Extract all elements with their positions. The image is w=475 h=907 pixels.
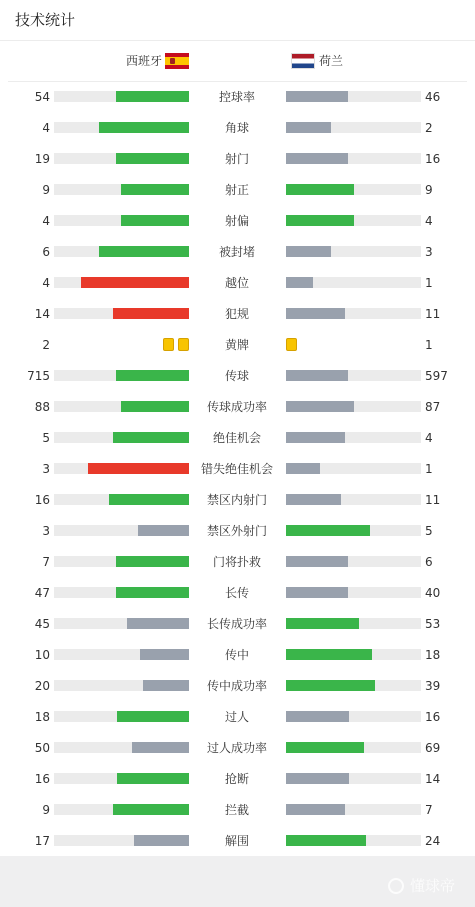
left-bar-track <box>54 215 189 226</box>
stat-left-value: 18 <box>34 710 50 724</box>
stat-row <box>0 485 475 516</box>
stat-label: 错失绝佳机会 <box>200 462 273 476</box>
stat-right-value: 69 <box>425 741 441 755</box>
yellow-card-icon <box>178 338 189 351</box>
stat-left-value: 4 <box>42 121 50 135</box>
left-bar-fill <box>109 494 189 505</box>
right-bar-track <box>286 463 421 474</box>
stat-label: 门将扑救 <box>212 555 261 569</box>
stat-left-value: 14 <box>34 307 50 321</box>
left-bar-track <box>54 649 189 660</box>
right-bar-fill <box>286 742 364 753</box>
yellow-card-icon <box>286 338 297 351</box>
left-bar-track <box>54 618 189 629</box>
left-bar-track <box>54 246 189 257</box>
stat-right-value: 11 <box>425 307 441 321</box>
left-bar-track <box>54 773 189 784</box>
right-bar-track <box>286 153 421 164</box>
stat-left-value: 2 <box>42 338 50 352</box>
stat-row <box>0 454 475 485</box>
stat-right-value: 16 <box>425 710 441 724</box>
left-bar-fill <box>99 122 189 133</box>
stat-right-value: 16 <box>425 152 441 166</box>
stat-left-value: 20 <box>34 679 50 693</box>
right-bar-track <box>286 680 421 691</box>
stat-label: 绝佳机会 <box>212 431 261 445</box>
stat-row <box>0 702 475 733</box>
right-bar-fill <box>286 153 348 164</box>
left-bar-fill <box>116 91 189 102</box>
left-bar-fill <box>143 680 189 691</box>
stat-row <box>0 237 475 268</box>
left-bar-fill <box>88 463 189 474</box>
left-bar-track <box>54 711 189 722</box>
right-bar-track <box>286 122 421 133</box>
stat-row <box>0 578 475 609</box>
right-bar-fill <box>286 680 375 691</box>
stat-right-value: 14 <box>425 772 441 786</box>
stat-right-value: 1 <box>425 338 433 352</box>
left-bar-track <box>54 122 189 133</box>
watermark-text: 懂球帝 <box>410 877 456 895</box>
stat-right-value: 40 <box>425 586 441 600</box>
stat-row <box>0 733 475 764</box>
right-bar-fill <box>286 246 331 257</box>
right-bar-fill <box>286 649 372 660</box>
stat-left-value: 5 <box>42 431 50 445</box>
right-bar-track <box>286 618 421 629</box>
stat-right-value: 4 <box>425 431 433 445</box>
left-bar-fill <box>132 742 189 753</box>
stat-row <box>0 640 475 671</box>
right-bar-track <box>286 91 421 102</box>
left-bar-fill <box>116 370 189 381</box>
stat-label: 禁区外射门 <box>206 524 267 538</box>
stat-label: 角球 <box>224 121 249 135</box>
stat-label: 被封堵 <box>218 245 255 259</box>
right-bar-fill <box>286 773 349 784</box>
page-title: 技术统计 <box>15 11 76 29</box>
yellow-card-icon <box>163 338 174 351</box>
stat-label: 拦截 <box>224 803 249 817</box>
right-bar-fill <box>286 401 354 412</box>
right-bar-fill <box>286 618 359 629</box>
left-bar-fill <box>121 184 189 195</box>
right-bar-fill <box>286 587 348 598</box>
left-bar-track <box>54 525 189 536</box>
stat-right-value: 1 <box>425 462 433 476</box>
right-bar-track <box>286 277 421 288</box>
right-bar-track <box>286 370 421 381</box>
right-bar-track <box>286 742 421 753</box>
stat-label: 黄牌 <box>224 338 249 352</box>
right-bar-track <box>286 184 421 195</box>
stat-left-value: 10 <box>34 648 50 662</box>
right-bar-fill <box>286 215 354 226</box>
stat-right-value: 18 <box>425 648 441 662</box>
stat-right-value: 11 <box>425 493 441 507</box>
left-bar-track <box>54 432 189 443</box>
stat-right-value: 6 <box>425 555 433 569</box>
right-bar-fill <box>286 277 313 288</box>
right-bar-track <box>286 587 421 598</box>
stat-label: 控球率 <box>218 90 255 104</box>
stat-left-value: 54 <box>34 90 50 104</box>
stat-left-value: 715 <box>27 369 50 383</box>
left-bar-track <box>54 91 189 102</box>
stat-label: 抢断 <box>224 772 249 786</box>
stat-right-value: 7 <box>425 803 433 817</box>
stat-row <box>0 299 475 330</box>
stat-right-value: 87 <box>425 400 441 414</box>
right-bar-track <box>286 711 421 722</box>
right-bar-track <box>286 246 421 257</box>
left-yellow-cards <box>159 338 189 351</box>
right-bar-fill <box>286 184 354 195</box>
left-bar-fill <box>134 835 189 846</box>
stat-row <box>0 826 475 857</box>
right-bar-track <box>286 432 421 443</box>
left-bar-track <box>54 587 189 598</box>
stat-label: 解围 <box>224 834 249 848</box>
left-bar-track <box>54 494 189 505</box>
left-bar-fill <box>113 804 189 815</box>
stat-row <box>0 82 475 113</box>
stat-right-value: 53 <box>425 617 441 631</box>
stat-left-value: 3 <box>42 462 50 476</box>
right-bar-fill <box>286 91 348 102</box>
stat-left-value: 4 <box>42 276 50 290</box>
stat-label: 传球 <box>224 369 249 383</box>
stat-right-value: 597 <box>425 369 448 383</box>
stat-label: 长传成功率 <box>206 617 267 631</box>
team-left-name: 西班牙 <box>126 54 163 68</box>
stat-left-value: 7 <box>42 555 50 569</box>
right-bar-fill <box>286 804 345 815</box>
spain-flag-icon <box>165 53 189 69</box>
stat-label: 传中 <box>224 648 249 662</box>
stat-row <box>0 423 475 454</box>
stat-left-value: 16 <box>34 493 50 507</box>
stat-row <box>0 175 475 206</box>
stat-left-value: 47 <box>34 586 50 600</box>
right-bar-fill <box>286 122 331 133</box>
left-bar-fill <box>116 556 189 567</box>
stat-label: 传球成功率 <box>206 400 267 414</box>
right-bar-fill <box>286 370 348 381</box>
stat-left-value: 6 <box>42 245 50 259</box>
right-bar-fill <box>286 525 370 536</box>
right-bar-track <box>286 773 421 784</box>
left-bar-track <box>54 184 189 195</box>
left-bar-fill <box>81 277 189 288</box>
left-bar-track <box>54 556 189 567</box>
header-divider <box>0 40 475 41</box>
right-bar-fill <box>286 463 320 474</box>
left-bar-track <box>54 680 189 691</box>
left-bar-track <box>54 308 189 319</box>
right-bar-track <box>286 215 421 226</box>
right-bar-track <box>286 835 421 846</box>
stat-label: 过人 <box>224 710 249 724</box>
left-bar-fill <box>121 401 189 412</box>
team-right-name: 荷兰 <box>319 54 344 68</box>
left-bar-fill <box>138 525 189 536</box>
left-bar-fill <box>121 215 189 226</box>
stat-left-value: 45 <box>34 617 50 631</box>
stat-row <box>0 547 475 578</box>
left-bar-track <box>54 804 189 815</box>
right-bar-track <box>286 649 421 660</box>
left-bar-fill <box>116 587 189 598</box>
stat-left-value: 9 <box>42 183 50 197</box>
stat-row <box>0 671 475 702</box>
stat-right-value: 3 <box>425 245 433 259</box>
stat-right-value: 9 <box>425 183 433 197</box>
left-bar-fill <box>117 773 189 784</box>
stat-right-value: 1 <box>425 276 433 290</box>
stat-left-value: 88 <box>34 400 50 414</box>
left-bar-fill <box>116 153 189 164</box>
stat-right-value: 2 <box>425 121 433 135</box>
stat-right-value: 39 <box>425 679 441 693</box>
footer <box>0 856 475 907</box>
stat-label: 射偏 <box>224 214 249 228</box>
left-bar-fill <box>99 246 189 257</box>
stat-label: 长传 <box>224 586 249 600</box>
soccer-ball-icon <box>388 878 404 894</box>
right-bar-fill <box>286 835 366 846</box>
left-bar-track <box>54 835 189 846</box>
stat-row <box>0 764 475 795</box>
stat-row <box>0 392 475 423</box>
stat-row <box>0 330 475 361</box>
left-bar-fill <box>113 308 189 319</box>
right-bar-track <box>286 308 421 319</box>
right-bar-track <box>286 804 421 815</box>
stat-left-value: 17 <box>34 834 50 848</box>
stat-left-value: 9 <box>42 803 50 817</box>
right-bar-fill <box>286 432 345 443</box>
stat-right-value: 24 <box>425 834 441 848</box>
stat-label: 禁区内射门 <box>206 493 267 507</box>
stat-row <box>0 361 475 392</box>
left-bar-fill <box>117 711 189 722</box>
stat-right-value: 5 <box>425 524 433 538</box>
stat-label: 射门 <box>224 152 249 166</box>
stat-row <box>0 609 475 640</box>
stat-row <box>0 206 475 237</box>
stat-row <box>0 516 475 547</box>
stat-label: 传中成功率 <box>206 679 267 693</box>
left-bar-fill <box>113 432 189 443</box>
stat-row <box>0 268 475 299</box>
stat-left-value: 16 <box>34 772 50 786</box>
stat-row <box>0 113 475 144</box>
right-bar-fill <box>286 308 345 319</box>
stat-label: 射正 <box>224 183 249 197</box>
left-bar-track <box>54 277 189 288</box>
stat-row <box>0 144 475 175</box>
left-bar-track <box>54 153 189 164</box>
stat-left-value: 19 <box>34 152 50 166</box>
stat-row <box>0 795 475 826</box>
right-bar-fill <box>286 494 341 505</box>
stat-left-value: 4 <box>42 214 50 228</box>
left-bar-fill <box>140 649 189 660</box>
netherlands-flag-icon <box>291 53 315 69</box>
right-bar-track <box>286 494 421 505</box>
right-bar-track <box>286 525 421 536</box>
left-bar-track <box>54 401 189 412</box>
right-bar-fill <box>286 556 348 567</box>
stat-label: 犯规 <box>224 307 249 321</box>
left-bar-track <box>54 370 189 381</box>
stat-left-value: 3 <box>42 524 50 538</box>
stat-right-value: 4 <box>425 214 433 228</box>
left-bar-fill <box>127 618 189 629</box>
stat-right-value: 46 <box>425 90 441 104</box>
left-bar-track <box>54 742 189 753</box>
right-bar-fill <box>286 711 349 722</box>
right-bar-track <box>286 556 421 567</box>
right-bar-track <box>286 401 421 412</box>
left-bar-track <box>54 463 189 474</box>
right-yellow-cards <box>286 338 301 351</box>
stat-label: 过人成功率 <box>206 741 267 755</box>
stat-left-value: 50 <box>34 741 50 755</box>
stat-label: 越位 <box>224 276 249 290</box>
